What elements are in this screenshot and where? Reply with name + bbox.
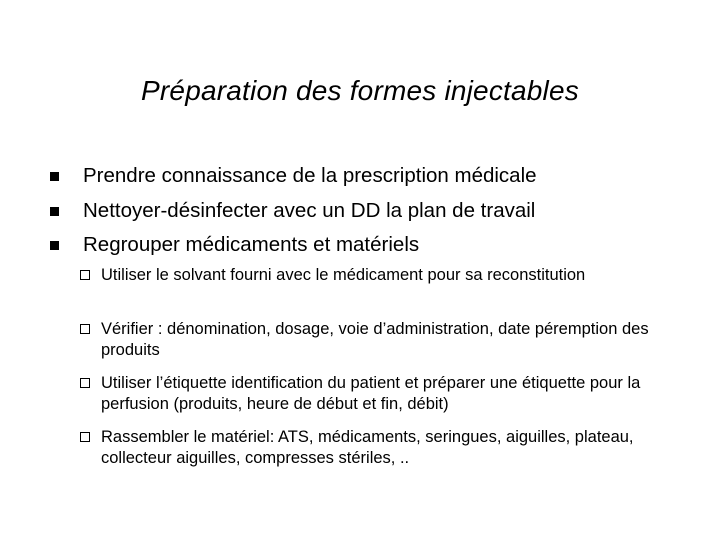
hollow-square-icon [80, 432, 90, 442]
bullet-text: Regrouper médicaments et matériels [83, 233, 420, 256]
sub-bullet-text: Rassembler le matériel: ATS, médicaments, seringues, aiguilles, plateau, collecteur aiguilles, compresses stériles, .. [101, 428, 634, 467]
filled-square-icon [50, 207, 59, 216]
hollow-square-icon [80, 378, 90, 388]
sub-bullet-text: Vérifier : dénomination, dosage, voie d’administration, date péremption des produits [101, 320, 649, 359]
hollow-square-icon [80, 270, 90, 280]
bullet-text: Nettoyer-désinfecter avec un DD la plan de travail [83, 199, 536, 222]
filled-square-icon [50, 241, 59, 250]
sub-bullet-text: Utiliser le solvant fourni avec le médicament pour sa reconstitution [101, 266, 586, 284]
slide-title: Préparation des formes injectables [141, 75, 579, 106]
filled-square-icon [50, 172, 59, 181]
bullet-text: Prendre connaissance de la prescription médicale [83, 164, 537, 187]
sub-bullet-text: Utiliser l’étiquette identification du patient et préparer une étiquette pour la perfusion (produits, heure de début et fin, débit) [101, 374, 641, 413]
hollow-square-icon [80, 324, 90, 334]
